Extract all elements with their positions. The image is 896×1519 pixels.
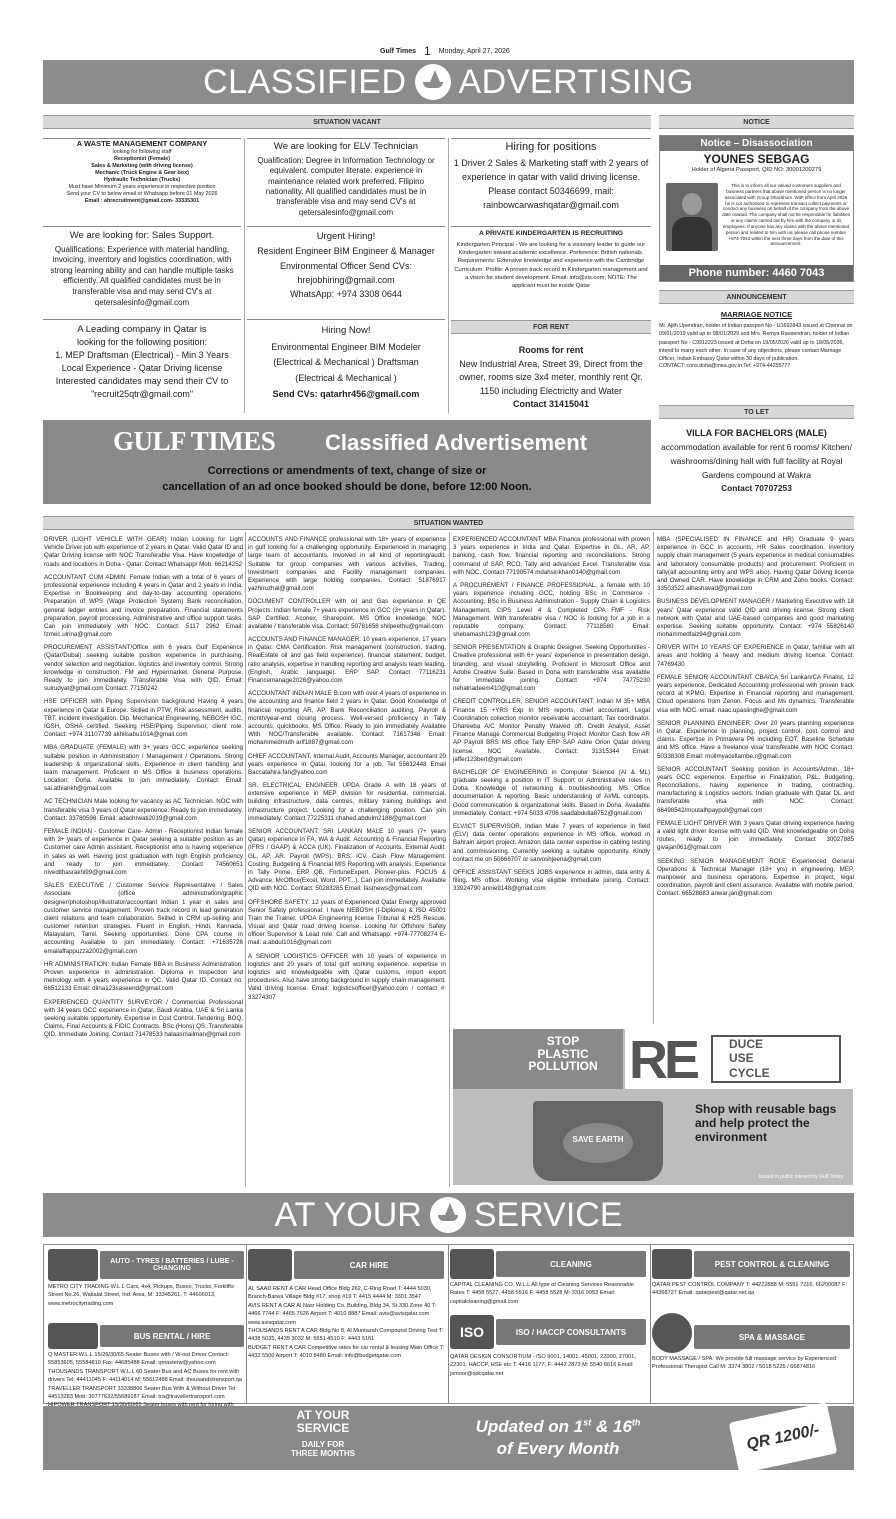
notice-name: YOUNES SEBGAG: [703, 152, 810, 166]
category-auto: AUTO - TYRES / BATTERIES / LUBE - CHANGING: [100, 1251, 244, 1279]
ad-line: Receptionist (Female): [113, 155, 170, 162]
promo-three-months: THREE MONTHS: [291, 1449, 355, 1459]
wanted-ad: EXPERIENCED QUANTITY SURVEYOR / Commercial Professional with 34 years GCC experience in Qatar, Saudi Arabia, UAE & Sri Lanka seeking suitable opportunity. Expertise in Cost Control, Tendering, BOQ, Claims, Final Accounts & FIDIC Contracts. BSc (Hons) QS. Transferable QID. Immediate Joining. Contact 71478533 halaasmailman@gmail.com: [44, 998, 243, 1039]
wanted-ad: DOCUMENT CONTROLLER with oil and Gas experience in QE Projects. Indian female 7+ years experience in GCC (3+ years in Qatar). SAP Certified. Aconex, Sharepoint, MS Office knowledge. NOC available / transferable visa. Contact: 50781658 shilpeethu@gmail.com: [248, 598, 446, 630]
listing-metro-city: METRO CITY TRADING W.L.L Cars, 4x4, Pickups, Buses, Trucks, Forklifts Street No.26, Wakalat Street, Ind. Area, M: 33345261, T: 44606013, www.metrocitytrading.com: [48, 1284, 234, 1307]
wanted-ad: ELV/ICT SUPERVISOR, Indian Male 7 years of experience in field (ELV) data center operations experience in MS office, worked in Bahrain airport project. Amazon data center expertise in cabling testing and commissioning. Currently seeking a suitable opportunity. Kindly contact me on 50666707 or sarvoshjeena@gmail.com: [453, 823, 650, 863]
classified-banner: [43, 60, 854, 104]
ad-line: looking for the following position:: [76, 337, 208, 348]
section-announcement: ANNOUNCEMENT: [659, 290, 854, 304]
ad-contact: Contact 70707253: [721, 483, 792, 494]
wanted-ad: SR. ELECTRICAL ENGINEER UPDA Grade A with 18 years of extensive experience in MEP division for residential, commercial, building infrastructure, data centres, military training buildings and infrastructure project. Looking for a challenging position. Can join immediately. Contact 77225311 chahed.abdulm2188@gmail.com: [248, 782, 446, 822]
category-bus-rental: BUS RENTAL / HIRE: [100, 1325, 244, 1347]
wanted-ad: DRIVER (LIGHT VEHICLE WITH GEAR) Indian Looking for Light Vehicle Driver job with experience of 2 years in Qatar. Valid Qatar ID and Qatar Driving license with NOC Transferable Visa. Have knowledge of roads and locations in Doha - Qatar. Contact Whatsapp/ Mob: 66214252: [44, 536, 243, 568]
wanted-column-3: [453, 536, 650, 1024]
ad-line: Hydraulic Technician (Trucks): [103, 176, 181, 183]
listing-avis: AVIS RENT A CAR Al Nasr Holding Co. Building, Bldg 34, St 330 Zone 40 T: 4466 7744 F: 4465 7626 Airport T: 4010 8887 Email: avis@avisqatar.com www.avisqatar.com: [248, 1302, 437, 1326]
notice-box: [659, 135, 854, 282]
service-promo-bar: [43, 1406, 854, 1470]
car-listings: [248, 1285, 446, 1361]
wanted-ad: EXPERIENCED ACCOUNTANT MBA Finance professional with proven 3 years experience in India and Qatar. Expertise in GL, AR, AP, banking, cash flow, financial reporting and reconciliations. Strong command of SAP, RCO, Tally and advanced Excel. Transferable visa with NOC. Contact 77190574 mdahsinkhan0140@gmail.com: [453, 536, 650, 576]
marriage-title: MARRIAGE NOTICE: [720, 310, 793, 319]
wanted-ad: OFFSHORE SAFETY: 12 years of Experienced Qatar Energy approved Senior Safety professional. I have NEBOSH (I-Diploma) & ISO 45001 Train the Trainer. UPDA Engineering license Tribunal & H2S Rescue, Visual and Qatar road driving license. Looking for Offshore Safety officer Supervisor & Lead role. Call and Whatsapp: +974-77708274 E-mail: a.abdul1016@gmail.com: [248, 898, 446, 947]
marriage-notice: [659, 310, 854, 370]
promo-updated-1: Updated on 1: [475, 1417, 584, 1436]
wanted-ad: SENIOR PRESENTATION & Graphic Designer. Seeking Opportunities - Creative professional with 6+ years' experience in presentation design, branding, and visual storytelling. Proficient in Microsoft Office and Adobe Creative Suite. Based in Doha with transferable visa available for immediate joining. Contact +974 74775230 nehalnadeem410@gmail.com: [453, 644, 650, 693]
wanted-ad: A PROCUREMENT / FINANCE PROFESSIONAL, a female with 10 years experience including GCC, holding BSc in Commerce - Accounting, BSc in Business Administration - Supply Chain & Logistics Management, CIPS Level 4 & Completed CPA FMF - Risk Management. With transferable visa / NOC is looking for a job in a reputable company. Contact: 77118580 Email: shebamash123@gmail.com: [453, 581, 650, 639]
ad-line: Email : ahrecruitment@gmail.com- 33335301: [84, 197, 200, 204]
listing-al-saad: AL SAAD RENT A CAR Head Office Bldg 262, C-Ring Road T: 4444 5030, Branch-Barwa Village Bldg #17, shop #19 T: 4415 4444 M: 3301 3547: [248, 1286, 432, 1301]
issue-date: Monday, April 27, 2026: [438, 47, 510, 55]
wanted-ad: SALES EXECUTIVE / Customer Service Representative / Sales Associate (office administration/graphic designer/photoshop/illustrator/accountant Indian 1 year in sales and customer service management. Proven track record in lead generation client relations and team collaboration. Skilled in CRM up-selling and customer retention strategies. Fluent in English, Hindi, Kannada, Malayalam, Tamil. Seeking opportunities. Done CPA course in accounting Available to join immediately. Contact: +71635726 emailaffappuzza2002@gmail.com: [44, 882, 243, 955]
ship-logo-icon: [415, 64, 451, 100]
ad-line: (Electrical & Mechanical ) Draftsman: [273, 357, 419, 368]
wanted-ad: ACCOUNTANT CUM ADMIN: Female Indian with a total of 6 years of professional experience including 4 years in Qatar and 2 years in India. Expertise in Bookkeeping and day-to-day accounting operations. Preparation of WPS (Wage Protection System) Bank reconciliation, general ledger entries and invoice preparation. Financial statements preparation, payroll processing. Administrative and office support tasks. Can join immediately with NOC. Contact: 5117 2962 Email: fzmec.ulrina@gmail.com: [44, 573, 243, 639]
tyre-icon: [48, 1249, 98, 1281]
ad-title: A Leading company in Qatar is: [77, 324, 207, 335]
ad-line: Interested candidates may send their CV to: [55, 375, 229, 386]
reduce-reuse-recycle: [711, 1035, 841, 1083]
shopping-bag-icon: [533, 1101, 663, 1181]
notice-holder: Holder of Algeria Passport, QID NO: 30001200279: [691, 167, 822, 173]
section-to-let: TO LET: [659, 405, 854, 419]
listing-thousands-rent: THOUSANDS RENT A CAR Bldg No 8, Al Muntazah Compound Driving Test T: 4438 5035, 4435 3032 M: 5551 4510 F: 4443 5161: [248, 1327, 444, 1343]
ad-line: 1. MEP Draftsman (Electrical) - Min 3 Years: [55, 350, 229, 361]
wanted-ad: PROCUREMENT ASSISTANT/Office with 6 years Gulf Experience (Qatar/Dubai) seeking suitable position experience in purchasing, vendor selection and negotiation. logistics and inventory control. Strong knowledge in construction, FM and Hypermarket. General Purpose. Ready to join immediately. Transferable Visa with QID. Email: sulrudyat@gmail.com Contact: 77150242: [44, 644, 243, 693]
wanted-ad: BUSINESS DEVELOPMENT MANAGER / Marketing Executive with 18 years' Qatar experience valid QID and driving license. Strong client network with Qatar and UAE-based companies and good marketing expertise. Seeking suitable opportunity. Contact: +974 55826140 mohammedfaiz94@gmail.com: [657, 598, 854, 639]
gulf-times-logo: GULF TIMES: [113, 426, 276, 456]
wanted-ad: FEMALE SENIOR ACCOUNTANT CBA/CA Sri Lankan/CA Finalist, 12 years experience. Dedicated Accounting professional with proven track record at KPMG. Expertise in Financial reporting and management. Cloud operations from Zenon. Focus and Ms dynamics. Transferable visa with NOC. email: naac.upaslinghe@gmail.com: [657, 673, 854, 714]
bus-icon: [48, 1323, 98, 1349]
ad-kindergarten: [453, 229, 649, 290]
promo-daily: DAILY FOR: [301, 1440, 345, 1450]
ad-line: looking for following staff: [112, 148, 172, 155]
category-car-hire: CAR HIRE: [294, 1251, 444, 1279]
promo-updated-2: & 16: [596, 1417, 632, 1436]
ad-line: (Electrical & Mechanical ): [295, 373, 397, 384]
wanted-ad: SENIOR ACCOUNTANT: SRI LANKAN MALE 10 years (7+ years Qatar) experience in FA, WA & Audit. Accounting & Financial Reporting (IFRS / GAAP) & ACCA (UK). Finalization of Accounts. External Audit. GL, AP, AR. Payroll (WPS). BRS. ICV. Cash Flow Management. Costing. Budgeting & Financial MIS Reporting with analysis. Experience in Tally Prime, ERP QB, FortuneExpert, Pioneer-plus. FOCUS & Advance, McOffice(Excel, Word, PPT...). Can join immediately. Available QID with NOC. Contact: 50283285 Email: fastnews@gmail.com: [248, 828, 446, 893]
wanted-ad: ACCOUNTANT INDIAN MALE B.com with over 4 years of experience in the accounting and finance field 2 years in Qatar. Good Knowledge of financial reporting AR, AP, Bank Reconciliation auditing, Payroll & month/year-end closing process. Well-versed proficiency in Tally accounts, quickbooks, MS Office. Ready to join immediately Available With NOC/Transferable available. Contact: 71617348 Email: mohammedmuth arif1887@gmail.com: [248, 690, 446, 747]
classified-label: Classified Advertisement: [325, 430, 588, 455]
listing-budget: BUDGET RENT A CAR Competitive rates for car rental & leasing Main Office T: 4432 5500 Airport T: 4010 8480 Email: info@budgetqatar.com: [248, 1344, 445, 1360]
poster-re: RE: [629, 1030, 697, 1090]
save-earth-label: SAVE EARTH: [572, 1135, 624, 1144]
promo-every-month: of Every Month: [496, 1439, 620, 1459]
ad-line: Send your CV to below email or Whatsapp before 01 May 2026: [66, 190, 218, 197]
ad-body: New Industrial Area, Street 39, Direct from the owner, rooms size 3x4 meter, monthly rent Qr. 1150 including Electricity and Water: [459, 358, 643, 396]
gulf-times-classified-banner: [43, 420, 651, 504]
category-cleaning: CLEANING: [496, 1251, 646, 1277]
ad-contact: Contact 31415041: [512, 399, 590, 409]
wanted-ad: SENIOR PLANNING ENGINEER: Over 20 years planning experience in Qatar. Experience in planning, project control, cost control and claims. Expertise in Primavera P6 including EOT, Baseline Schedule and MS office. Have a freelance visa/ transferable with NOC Contact: 50338308 Email: mollmyacellambe.r@gmail.com: [657, 719, 854, 760]
wanted-ad: HSE OFFICER with Piping Supervision background Having 4 years experience in Qatar & Europe. Skilled in PTW, Risk assessment, audits, TBT, incident investigation. Dip. Mechanical Engineering, NEBOSH IGC, IOSH, OSHA certified. Seeking HSE/Piping Supervisor, client role. Contact: +974 31107739 akhilsabu1014@gmail.com: [44, 698, 243, 739]
pest-icon: [652, 1249, 692, 1279]
person-photo: [666, 183, 718, 251]
correction-line: cancellation of an ad once booked should be done, before 12:00 Noon.: [162, 480, 532, 493]
wanted-ad: FEMALE INDIAN - Customer Care- Admin - Receptionist Indian female with 3+ years of experience in Qatar seeking a suitable position as an Customer care Admin assistant. Receptionist who is having experience in sales as well. Having post graduation with high English proficiency and ready to join immediately. Contact 74560651 nivedithasrakhi99@gmail.com: [44, 828, 243, 876]
ad-body: Qualification: Degree in Information Technology or equivalent. computer literate. experience in maintenance related work preferred. Filipino nationality. All qualified candidates must be in transferable visa and may send CV's at qetersalesinfo@gmail.com: [257, 155, 435, 217]
notice-title: Notice – Disassociation: [660, 136, 853, 151]
ad-line: WhatsApp: +974 3308 0644: [290, 289, 402, 300]
section-situation-wanted: SITUATION WANTED: [43, 516, 854, 530]
ad-mep-draftsman: [45, 323, 239, 400]
ad-line: Sales & Marketing (with driving license): [91, 162, 193, 169]
wanted-ad: ACCOUNTS AND FINANCE professional with 18+ years of experience in gulf looking for a challenging opportunity. Experienced in managing large team of accountants. Involved in all kind of reporting/audit. Suitable for group companies with various activities, Trading, Investment companies and Facility management companies. Experience with large holding companies. Contact: 51876917 yazhiruzhal@gmail.com: [248, 536, 446, 593]
banner-right-text: ADVERTISING: [458, 62, 694, 101]
ad-title: A WASTE MANAGEMENT COMPANY: [76, 139, 208, 148]
correction-notice: [43, 464, 651, 496]
ad-line: Environmental Engineer BIM Modeler: [271, 341, 421, 352]
listing-thousands-transport: THOUSANDS TRANSPORT W.L.L 60 Seater Bus and AC Buses for rent with drivers Tel: 44411045 F: 44114014 M: 55612488 Email: thousandstransport.qa: [48, 1368, 243, 1384]
wanted-ad: DRIVER WITH 10 YEARS OF EXPERIENCE in Qatar, familiar with all areas and holding a heavy and medium driving licence. Contact: 74769430: [657, 644, 854, 668]
cleaning-icon: [450, 1249, 494, 1279]
ad-line: Send CVs: qatarhr456@gmail.com: [272, 388, 420, 399]
ad-title: Hiring for positions: [505, 141, 597, 153]
category-pest-control: PEST CONTROL & CLEANING: [694, 1251, 850, 1277]
poster-plastic: PLASTIC: [537, 1046, 589, 1061]
wanted-ad: MBA (SPECIALISED IN FINANCE and HR) Graduate 9 years experience in GCC in accounts, HR Sales coordination, inventory supply chain management (5 years experience in medical consumables and laboratory consumable products) and procurement. Proficient in tally(all accounting entry and WPS also). Having Qatar Driving licence and Owned CAR. Have knowledge in CRM and Zoho books. Contact: 33503522 alhashavad@gmail.com: [657, 536, 854, 593]
ad-line: Must have Minimum 2 years experience in respective position: [68, 183, 216, 190]
wanted-ad: SEEKING SENIOR MANAGEMENT ROLE Experienced General Operations & Technical Manager (18+ yrs) in engineering, MEP, manpower and business operations. Expertise in project, legal coordination, payroll and client assurance. Available with mobile period. Contact: 66528683 anwar.jan@gmail.com: [657, 857, 854, 898]
ad-hiring-now: [249, 323, 443, 403]
ad-title: VILLA FOR BACHELORS (MALE): [686, 428, 827, 438]
listing-qatar-pest: QATAR PEST CONTROL COMPANY T: 44222888 M: 5551 7216, 66200087 F: 44368727 Email: qatarpest@qatar.net.qa: [652, 1282, 848, 1297]
wanted-column-4: [657, 536, 854, 1024]
page-number: 1: [424, 44, 431, 58]
service-left-text: AT YOUR: [274, 1195, 422, 1234]
wanted-column-2: [248, 536, 446, 1186]
listing-capital-cleaning: CAPITAL CLEANING CO. W.L.L All type of Cleaning Services Reasonable Rates T: 4458 5527, 4458 5516 F: 4458 5528 M: 3316 9953 Email: capitalcleaning@gmail.com: [450, 1282, 634, 1305]
ad-rooms-for-rent: [453, 344, 649, 412]
promo-updated: [453, 1416, 663, 1460]
section-for-rent: FOR RENT: [451, 320, 651, 334]
ad-line: Local Experience - Qatar Driving license: [61, 363, 223, 374]
ad-line: hrejobhiring@gmail.com: [297, 274, 395, 285]
wanted-ad: FEMALE LIGHT DRIVER With 3 years Qatar driving experience having a valid light driver license with valid QID. Well knowledgeable on Doha routes, ready to join immediately. Contact 30027885 givajan061@gmail.com: [657, 819, 854, 852]
section-notice: NOTICE: [659, 115, 854, 129]
at-your-service-banner: [43, 1193, 854, 1237]
car-icon: [248, 1249, 292, 1281]
category-iso: ISO / HACCP CONSULTANTS: [496, 1319, 646, 1345]
ad-hiring-positions: [453, 140, 649, 213]
poster-message: Shop with reusable bags and help protect the environment: [695, 1102, 837, 1144]
ship-logo-icon: [430, 1197, 466, 1233]
wanted-ad: SENIOR ACCOUNTANT Seeking position in Accounts/Admin. 18+ years GCC experience. Expertise in Finalization, P&L, Budgeting, Reconciliations, having experience in trading, contracting, manufacturing & Logistics sectors. Indian graduate with Qatar DL and transferable visa with NOC. Contact: 66498542/moutalhpaypoll@gmail.com: [657, 765, 854, 814]
listing-q-master: Q MASTER W.L.L 15/26/30/65 Seater Buses with / W-out Driver Contact: 55853605, 55584810 Fax: 44685488 Email: qmasterw@yahoo.com: [48, 1352, 229, 1367]
ad-body: Kindergarten Principal - We are looking for a visionary leader to guide our Kindergarten toward academic excellence. Preference: British nationals. Requirements: Extensive knowledge and experience with the Cambridge Curriculum. Profile: A proven track record in Kindergarten management and a vision for student development. Email: info@sis.com, NOTE: The applicant must be inside Qatar: [454, 242, 648, 289]
service-right-text: SERVICE: [473, 1195, 623, 1234]
poster-use: USE: [729, 1051, 754, 1066]
wanted-ad: HR ADMINISTRATION: Indian Female BBA in Business Administration. Proven experience in administration. Diploma in Inspection and metrology with 4 years experience in QC. Valid Qatar ID. Contact no: 66512133 Email: dilna123saseend@gmail.com: [44, 960, 243, 993]
ad-sales-support: [45, 230, 239, 308]
section-situation-vacant: SITUATION VACANT: [43, 115, 651, 129]
marriage-contact: CONTACT: cons.doha@mea.gov.in Tel: +974-44255777: [659, 363, 791, 370]
ad-title: A PRIVATE KINDERGARTEN IS RECRUITING: [478, 230, 624, 237]
paper-name: Gulf Times: [380, 47, 417, 55]
wanted-ad: OFFICE ASSISTANT SEEKS JOBS experience in admin, data entry & filing, MS office. Working visa eligible immediate joining. Contact: 33924790 annie9148@gmail.com: [453, 868, 650, 893]
promo-at-your: AT YOUR: [296, 1408, 350, 1422]
promo-sup-2: th: [631, 1417, 641, 1428]
service-directory: [43, 1244, 854, 1404]
stop-plastic-text: [513, 1035, 613, 1073]
correction-line: Corrections or amendments of text, change of size or: [207, 465, 487, 477]
ad-villa-bachelors: [659, 426, 854, 496]
poster-footer: Issued in public interest by Gulf Times: [758, 1174, 843, 1180]
ad-urgent-hiring: [249, 229, 443, 302]
promo-left: [253, 1409, 393, 1459]
recycle-poster: [453, 1029, 853, 1185]
banner-left-text: CLASSIFIED: [203, 62, 407, 101]
ad-body: Qualifications: Experience with material handling, invoicing, inventory and logistics coordination, with strong learning ability and can handle multiple tasks efficiently. All qualified candidates must be in transferable visa and may send CV's at qetersalesinfo@gmail.com: [50, 244, 234, 307]
poster-pollution: POLLUTION: [528, 1059, 598, 1074]
wanted-ad: MBA GRADUATE (FEMALE) with 3+ years GCC experience seeking suitable position in Administration / Management / Operations. Strong leadership & organizational skills. Experience in client handling and team management. Proficient in MS Office & business operations. Location: Doha. Available to join immediately. Contact: Email: sai.athiankh@gmail.com: [44, 744, 243, 793]
listing-qatar-design: QATAR DESIGN CONSORTIUM - ISO 9001, 14001, 45001, 22000, 27001, 22301, HACCP, HSE etc T: 4416 1177, F: 4443 2873 M: 5540 6616 Email: jsmoor@qdcqatar.net: [450, 1354, 636, 1377]
category-spa: SPA & MASSAGE: [694, 1325, 850, 1349]
ad-line: "recruit25qtr@gmail.com": [90, 388, 194, 399]
wanted-ad: CHIEF ACCOUNTANT, Internal Audit, Accounts Manager, accountant 20 years experience in Qatar, looking for a job. Tel 55612448 Email Baccatahira.fan@yahoo.com: [248, 752, 446, 776]
ad-body: 1 Driver 2 Sales & Marketing staff with 2 years of experience in qatar with valid driving license. Please contact 50346699, mail: rainbowcarwashqatar@gmail.com: [453, 157, 649, 210]
iso-icon: ISO: [450, 1315, 494, 1349]
promo-service: SERVICE: [296, 1421, 350, 1436]
wanted-ad: BACHELOR OF ENGINEERING in Computer Science (AI & ML) graduate seeking a position in IT Support or Administrative roles in Doha. Knowledge of networking & troubleshooting. MS Office documentation & reporting. Basic understanding of AI/ML concepts. Good communication & organizational skills. Based in Doha. Available immediately. Contact: +974 5033 4706 saadabdulla8752@gmail.com: [453, 768, 650, 817]
marriage-body: Mr. Ajith Upendran, holder of Indian passport No - U1692843 issued at Chennai on 09/01/2019 valid up to 08/01/2029 and Mrs. Remya Raveendran, holder of Indian passport No - C9912223 issued at Doha on 19/05/2026 valid up to 18/05/2036, intend to marry each other. In case of any objections, please contact Marriage Officer, Indian Embassy Qatar within 30 days of publication.: [659, 323, 853, 362]
ad-line: Mechanic (Truck Engine & Gear box): [95, 169, 189, 176]
notice-phone: Phone number: 4460 7043: [660, 265, 853, 281]
poster-duce: DUCE: [729, 1037, 764, 1051]
ad-elv-technician: [249, 141, 443, 218]
poster-stop: STOP: [546, 1034, 580, 1048]
ad-title: We are looking for: Sales Support.: [69, 230, 215, 241]
ad-body: accommodation available for rent 6 rooms/ Kitchen/ washrooms/dining hall with full facility at Royal Gardens compound at Wakra: [661, 441, 852, 480]
ad-title: We are looking for ELV Technician: [273, 141, 419, 152]
wanted-column-1: [44, 536, 243, 1186]
ad-waste-management: [45, 139, 239, 205]
page-header: [380, 44, 580, 58]
ad-line: Environmental Officer Send CVs:: [280, 260, 412, 271]
ad-line: Resident Engineer BIM Engineer & Manager: [257, 246, 435, 257]
price-tag: QR 1200/-: [729, 1402, 838, 1474]
notice-text: This is to inform all our valued customers suppliers and business partners that above mentioned person is no longer associated with Group Dhackhom. With effect from April 2026 he is not authorised to represent transact collect payments or conduct any business on behalf of the company from the above date onward. The company shall not be responsible for liabilities or any claims carried out by him with the company or its employees. If anyone has any claims with the above mentioned person and related to him with us, please call phone number +974-7043 within the next three days from the date of this announcement.: [722, 183, 850, 247]
ad-title: Urgent Hiring!: [316, 231, 376, 242]
ad-title: Hiring Now!: [321, 325, 371, 336]
poster-cycle: CYCLE: [729, 1065, 770, 1080]
promo-sup-1: st: [583, 1417, 592, 1428]
listing-traveller-transport: TRAVELLER TRANSPORT 33338866 Seater Bus With & Without Driver Tel: 44513283 Mob: 30777632/55689187 Email: tra@travellertransport.com: [48, 1385, 237, 1400]
wanted-ad: A SENIOR LOGISTICS OFFICER with 10 years of experience in logistics and 20 years of total gulf working experience. expertise in logistics and knowledgeable with Qatar customs, import export procedures. Also have strong background in supply chain management. Valid driving license. Email: logisticsofficer@yahoo.com / contact #: 33274307: [248, 952, 446, 1001]
wanted-ad: CREDIT CONTROLLER, SENIOR ACCOUNTANT: Indian M 35+ MBA Finance 15 +YRS Exp In MIS reports, chief accountant, Legal Coordination collection monitor receivable accountant, Tax coordinator. Dhareeba A/C Monitor Penalty Waived off. Credit Analyst, Asset Finance Manage Commercial Budgeting Project Monitor Cash flow AR AP Payroll BRS MS office Tally ERP SAP Adire Orion Qatar driving license. NOC Available. Contact: 31315344 Email: jaffer123bert@gmail.com: [453, 698, 650, 763]
listing-body-massage: BODY MASSAGE / SPA: We provide full massage service by Experienced Professional Therapist Call M: 3374 3802 / 5018 5225 / 66874816: [652, 1356, 837, 1371]
wanted-ad: ACCOUNTS AND FINANCE MANAGER: 10 years experience, 17 years in Qatar. CMA Certification. Risk management (construction, trading, RealEstate oil and gas field experience). financial statement, budget, ratio analysis, expertise in handling reporting and analysis team leading. (English, Arabic language). ERP SAP. Contact 77116231 Financemanage2026@yahoo.com: [248, 636, 446, 684]
ad-title: Rooms for rent: [518, 345, 584, 355]
wanted-ad: AC TECHNICIAN Male looking for vacancy as AC Technician. NOC with transferable visa 3 years of Qatar experience. Ready to join immediately. Contact: 33780598. Email: adachrwati2019@gmail.com: [44, 798, 243, 822]
spa-icon: [652, 1313, 692, 1353]
